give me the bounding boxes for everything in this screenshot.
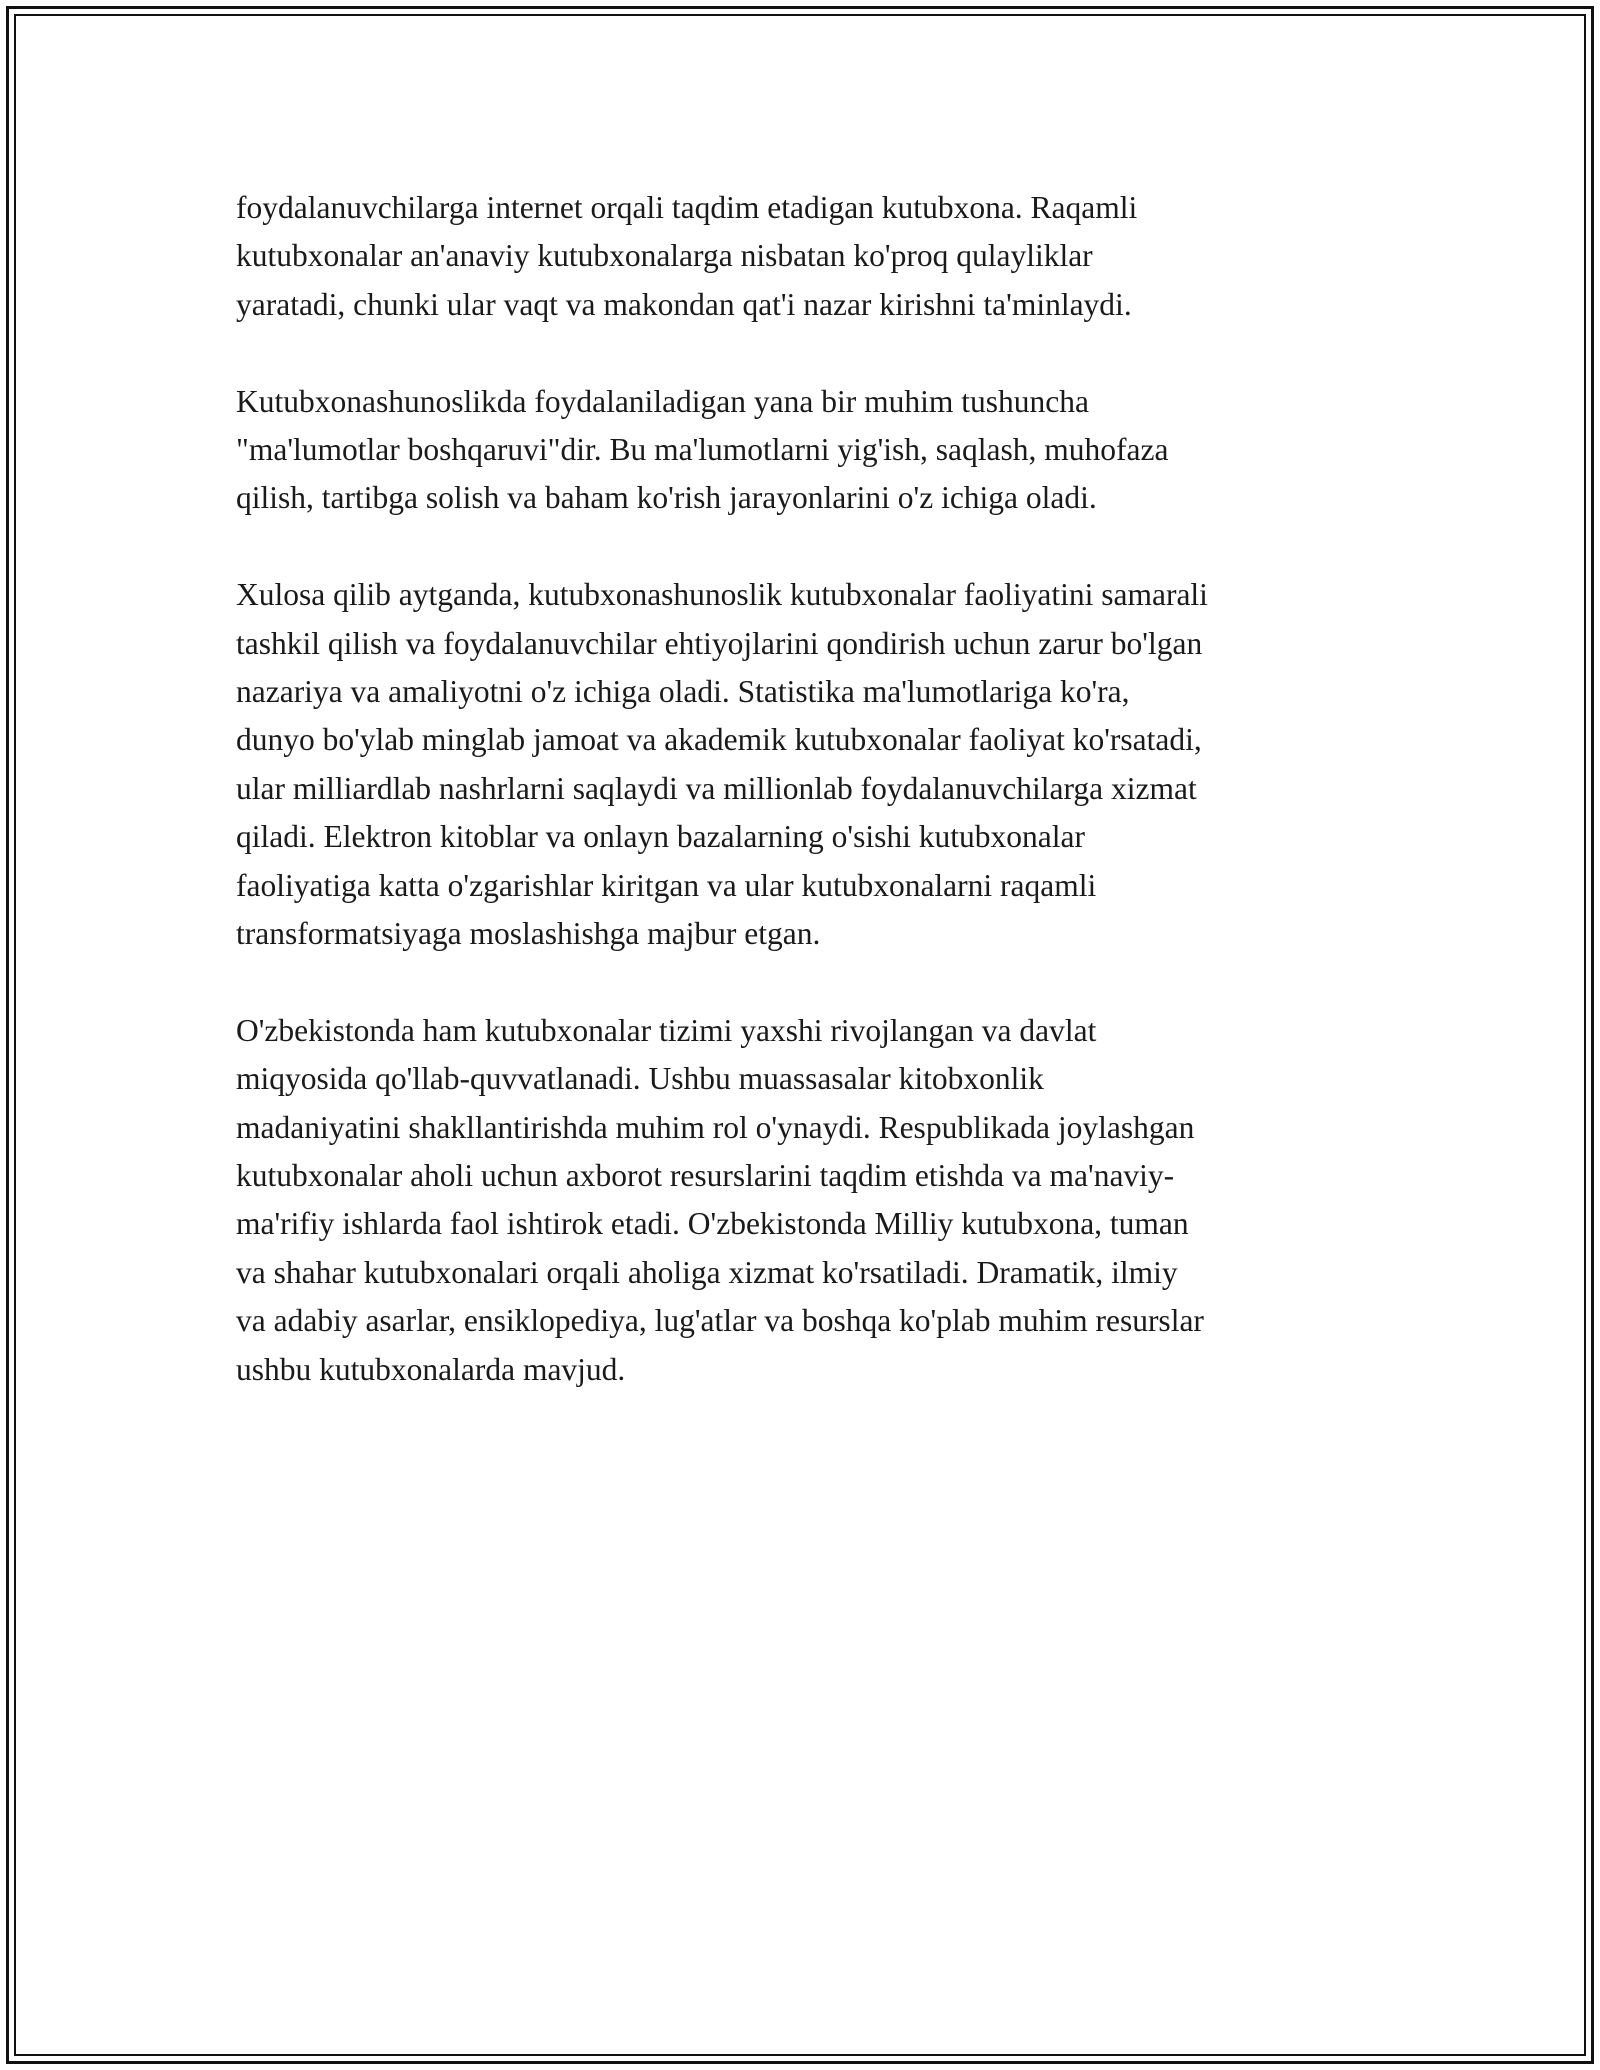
text-line: yaratadi, chunki ular vaqt va makondan qat'i nazar kirishni ta'minlaydi. — [236, 286, 1132, 322]
paragraph-uzbekistan-libraries — [236, 1007, 1376, 1394]
text-line: miqyosida qo'llab-quvvatlanadi. Ushbu muassasalar kitobxonlik — [236, 1061, 1044, 1097]
paragraph-conclusion — [236, 571, 1376, 958]
paragraph-digital-libraries — [236, 184, 1376, 329]
text-line: qilish, tartibga solish va baham ko'rish jarayonlarini o'z ichiga oladi. — [236, 480, 1097, 516]
text-line: kutubxonalar aholi uchun axborot resurslarini taqdim etishda va ma'naviy- — [236, 1158, 1175, 1194]
text-line: ma'rifiy ishlarda faol ishtirok etadi. O'zbekistonda Milliy kutubxona, tuman — [236, 1206, 1189, 1242]
text-line: nazariya va amaliyotni o'z ichiga oladi. Statistika ma'lumotlariga ko'ra, — [236, 674, 1130, 710]
text-line: kutubxonalar an'anaviy kutubxonalarga nisbatan ko'proq qulayliklar — [236, 238, 1093, 274]
paragraph-data-management — [236, 378, 1376, 523]
text-line: dunyo bo'ylab minglab jamoat va akademik kutubxonalar faoliyat ko'rsatadi, — [236, 722, 1202, 758]
text-line: faoliyatiga katta o'zgarishlar kiritgan va ular kutubxonalarni raqamli — [236, 867, 1097, 903]
text-line: transformatsiyaga moslashishga majbur etgan. — [236, 916, 821, 952]
text-line: "ma'lumotlar boshqaruvi"dir. Bu ma'lumotlarni yig'ish, saqlash, muhofaza — [236, 432, 1169, 468]
document-body — [236, 184, 1376, 1443]
text-line: Xulosa qilib aytganda, kutubxonashunoslik kutubxonalar faoliyatini samarali — [236, 577, 1208, 613]
text-line: foydalanuvchilarga internet orqali taqdim etadigan kutubxona. Raqamli — [236, 190, 1138, 225]
text-line: qiladi. Elektron kitoblar va onlayn bazalarning o'sishi kutubxonalar — [236, 819, 1085, 855]
text-line: ushbu kutubxonalarda mavjud. — [236, 1351, 626, 1387]
text-line: va shahar kutubxonalari orqali aholiga xizmat ko'rsatiladi. Dramatik, ilmiy — [236, 1254, 1178, 1290]
text-line: va adabiy asarlar, ensiklopediya, lug'atlar va boshqa ko'plab muhim resurslar — [236, 1303, 1204, 1339]
text-line: Kutubxonashunoslikda foydalaniladigan yana bir muhim tushuncha — [236, 383, 1089, 419]
text-line: madaniyatini shakllantirishda muhim rol o'ynaydi. Respublikada joylashgan — [236, 1109, 1195, 1145]
text-line: ular milliardlab nashrlarni saqlaydi va millionlab foydalanuvchilarga xizmat — [236, 770, 1197, 806]
text-line: tashkil qilish va foydalanuvchilar ehtiyojlarini qondirish uchun zarur bo'lgan — [236, 625, 1203, 661]
text-line: O'zbekistonda ham kutubxonalar tizimi yaxshi rivojlangan va davlat — [236, 1012, 1097, 1048]
